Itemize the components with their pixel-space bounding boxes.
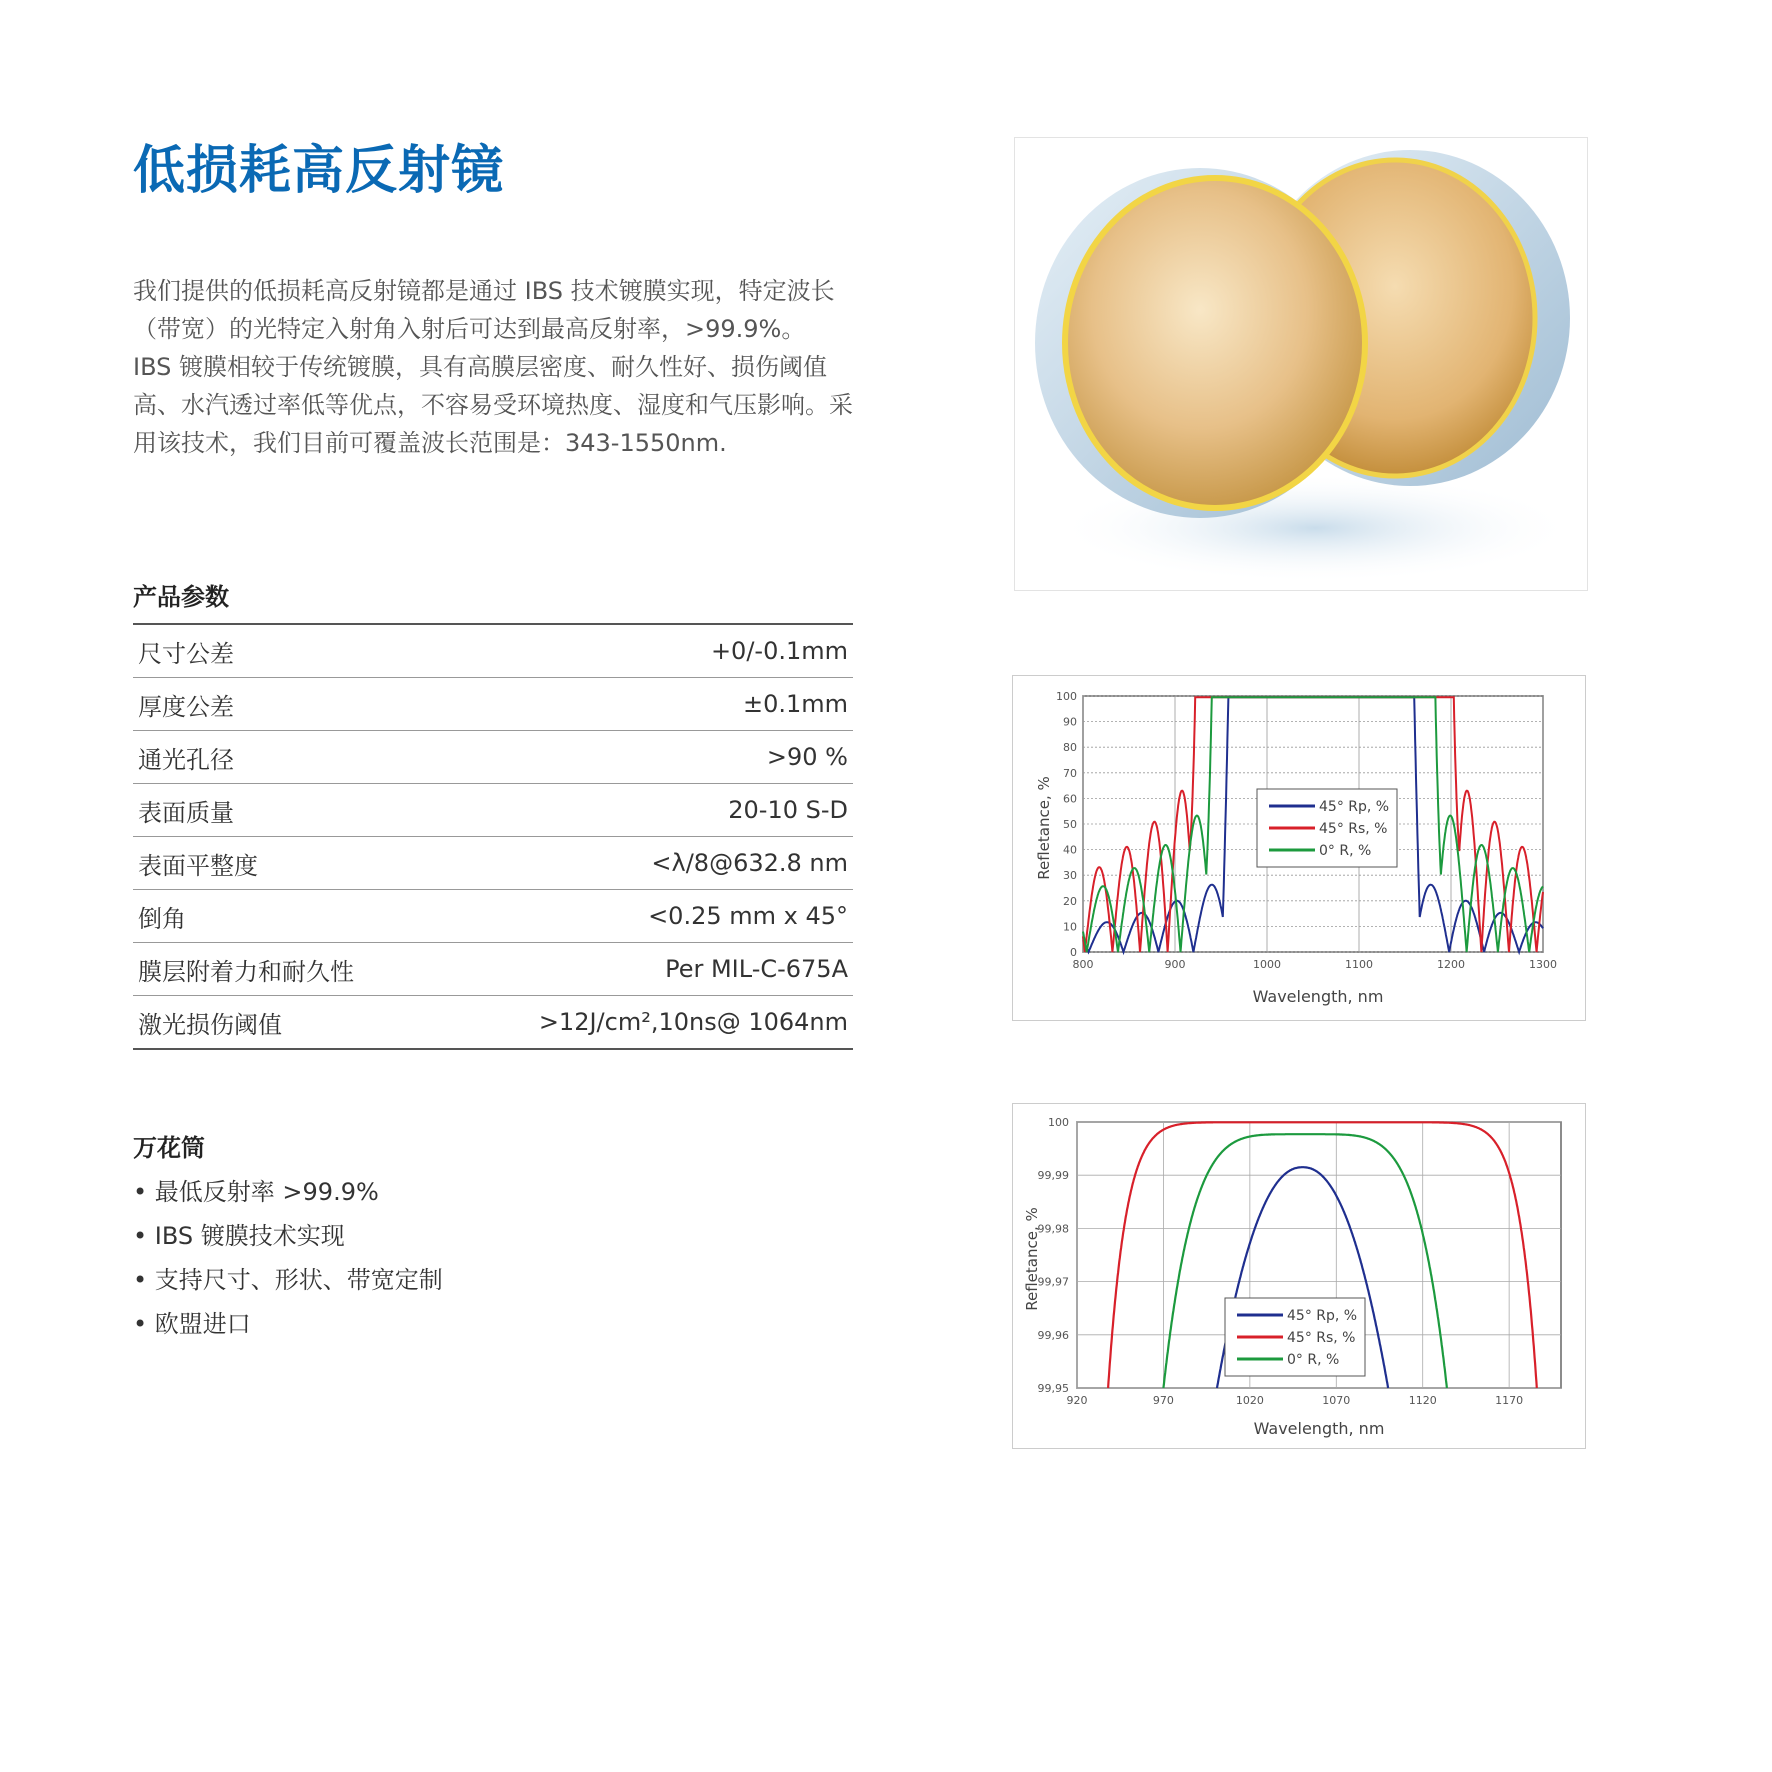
page-title: 低损耗高反射镜 — [133, 141, 505, 201]
intro-paragraph-2: IBS 镀膜相较于传统镀膜，具有高膜层密度、耐久性好、损伤阈值高、水汽透过率低等优点，不容易受环境热度、湿度和气压影响。采用该技术，我们目前可覆盖波长范围是：343-1550nm. — [133, 353, 853, 457]
tick-label-y: 0 — [1070, 946, 1077, 959]
chart-1-ylabel: Refletance, % — [1035, 776, 1053, 880]
legend-label-r0: 0° R, % — [1287, 1352, 1340, 1368]
legend-label-rs: 45° Rs, % — [1287, 1330, 1356, 1346]
tick-label-y: 30 — [1063, 869, 1077, 883]
spec-label: 激光损伤阈值 — [138, 1010, 282, 1039]
tick-label-x: 1070 — [1322, 1394, 1351, 1407]
tick-label-y: 40 — [1063, 843, 1077, 857]
mirror-illustration — [1015, 138, 1587, 590]
tick-label-x: 800 — [1072, 958, 1094, 971]
spec-label: 通光孔径 — [138, 745, 234, 774]
spec-value: <λ/8@632.8 nm — [651, 849, 848, 877]
chart-1-legend — [1257, 789, 1397, 867]
spec-row — [133, 890, 853, 943]
tick-label-y: 99,97 — [1037, 1275, 1069, 1289]
chart-reflectance-zoom — [1012, 1103, 1586, 1449]
spec-row — [133, 943, 853, 996]
spec-value: 20-10 S-D — [728, 796, 848, 824]
tick-label-y: 100 — [1048, 1116, 1069, 1129]
tick-label-y: 100 — [1056, 690, 1077, 703]
tick-label-y: 10 — [1063, 920, 1077, 934]
spec-label: 膜层附着力和耐久性 — [138, 957, 354, 986]
product-photo — [1014, 137, 1588, 591]
spec-row — [133, 996, 853, 1050]
spec-value: +0/-0.1mm — [710, 637, 848, 665]
tick-label-x: 920 — [1066, 1394, 1088, 1407]
tick-label-y: 90 — [1063, 715, 1077, 729]
intro-text — [133, 272, 853, 462]
chart-2-ylabel: Refletance, % — [1023, 1207, 1041, 1311]
tick-label-y: 70 — [1063, 766, 1077, 780]
tick-label-y: 80 — [1063, 741, 1077, 755]
spec-label: 厚度公差 — [138, 692, 234, 721]
tick-label-x: 1100 — [1345, 958, 1373, 971]
tick-label-x: 1020 — [1235, 1394, 1264, 1407]
tick-label-y: 99,99 — [1037, 1169, 1069, 1183]
spec-value: <0.25 mm x 45° — [648, 902, 848, 930]
spec-label: 表面质量 — [138, 798, 234, 827]
feature-item: • 最低反射率 >99.9% — [133, 1170, 443, 1214]
tick-label-x: 970 — [1152, 1394, 1174, 1407]
spec-value: Per MIL-C-675A — [665, 955, 848, 983]
spec-row — [133, 625, 853, 678]
tick-label-y: 99,98 — [1037, 1222, 1069, 1236]
chart-1-xlabel: Wavelength, nm — [1252, 987, 1384, 1006]
feature-item: • 支持尺寸、形状、带宽定制 — [133, 1258, 443, 1302]
spec-row — [133, 784, 853, 837]
spec-row — [133, 678, 853, 731]
legend-label-rs: 45° Rs, % — [1319, 821, 1388, 837]
features-title: 万花筒 — [133, 1134, 205, 1162]
spec-value: >12J/cm²,10ns@ 1064nm — [538, 1008, 848, 1036]
feature-item: • IBS 镀膜技术实现 — [133, 1214, 443, 1258]
spec-value: >90 % — [766, 743, 848, 771]
spec-table — [133, 623, 853, 1050]
tick-label-y: 50 — [1063, 818, 1077, 831]
chart-1-svg — [1013, 676, 1585, 1020]
chart-2-xlabel: Wavelength, nm — [1253, 1419, 1385, 1438]
features-list — [133, 1170, 443, 1346]
tick-label-x: 1300 — [1529, 958, 1557, 971]
intro-paragraph-1: 我们提供的低损耗高反射镜都是通过 IBS 技术镀膜实现，特定波长（带宽）的光特定入射角入射后可达到最高反射率，>99.9%。 — [133, 277, 835, 343]
tick-label-x: 1000 — [1253, 958, 1281, 971]
spec-label: 表面平整度 — [138, 851, 258, 880]
legend-label-rp: 45° Rp, % — [1287, 1308, 1358, 1324]
tick-label-x: 1170 — [1495, 1394, 1524, 1407]
spec-row — [133, 837, 853, 890]
tick-label-x: 1120 — [1408, 1394, 1437, 1407]
legend-label-r0: 0° R, % — [1319, 843, 1372, 859]
tick-label-x: 1200 — [1437, 958, 1465, 971]
spec-value: ±0.1mm — [742, 690, 848, 718]
spec-label: 倒角 — [138, 904, 186, 933]
tick-label-y: 99,95 — [1037, 1382, 1069, 1395]
chart-2-legend — [1225, 1298, 1365, 1376]
feature-item: • 欧盟进口 — [133, 1302, 443, 1346]
tick-label-x: 900 — [1164, 958, 1186, 971]
legend-label-rp: 45° Rp, % — [1319, 799, 1390, 815]
tick-label-y: 99,96 — [1037, 1328, 1069, 1342]
chart-2-svg — [1013, 1104, 1585, 1448]
tick-label-y: 60 — [1063, 792, 1077, 806]
chart-reflectance-wide — [1012, 675, 1586, 1021]
tick-label-y: 20 — [1063, 894, 1077, 908]
spec-label: 尺寸公差 — [138, 639, 234, 668]
spec-row — [133, 731, 853, 784]
specs-title: 产品参数 — [133, 583, 229, 611]
